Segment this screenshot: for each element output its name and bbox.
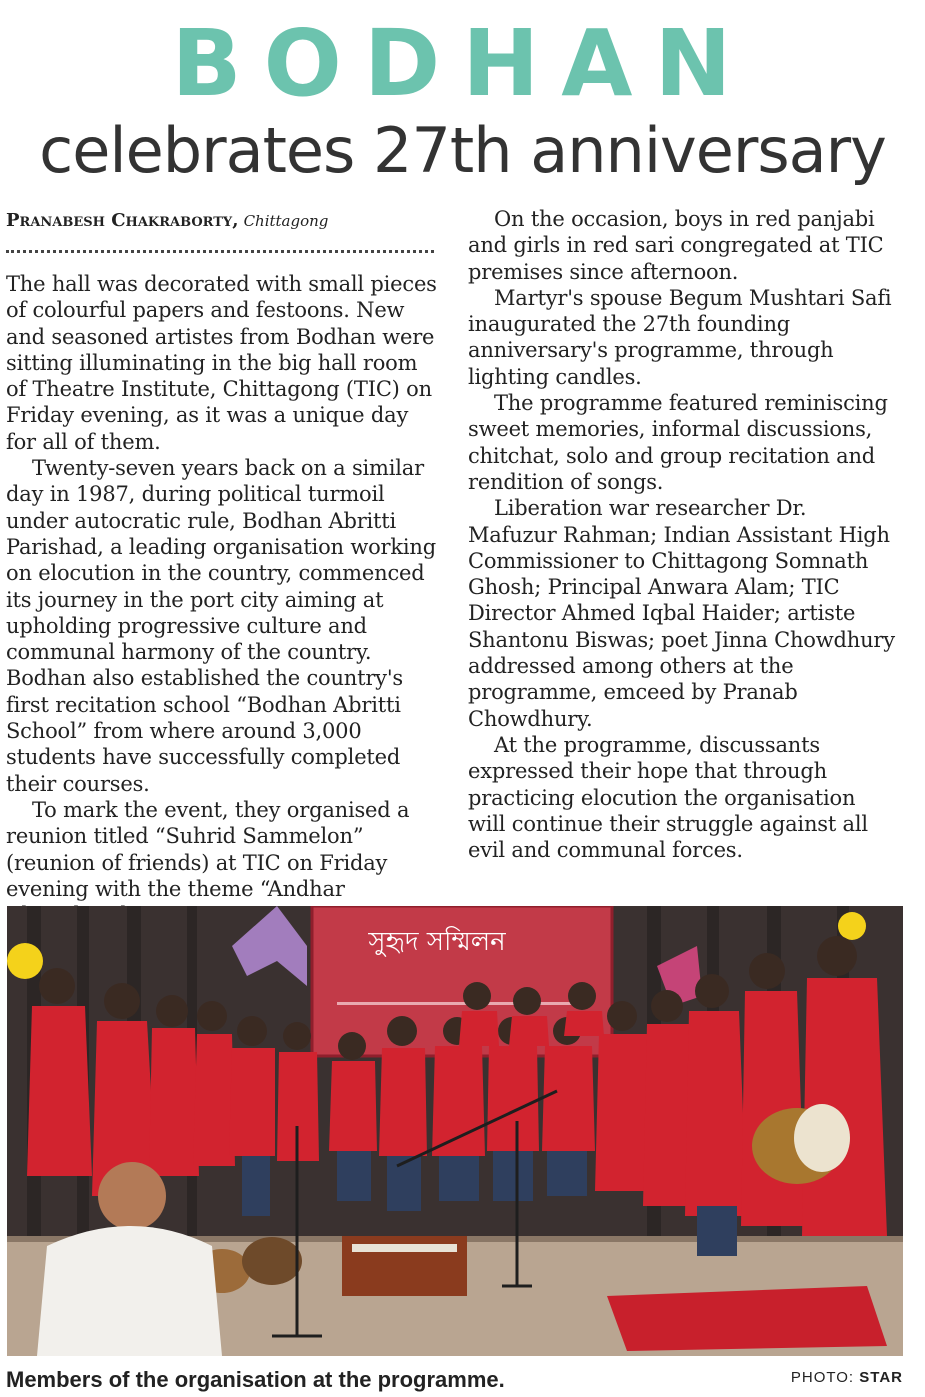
article-left-column — [6, 271, 442, 928]
byline-location: Chittagong — [243, 212, 329, 230]
photo-credit — [791, 1368, 903, 1388]
tabla-drum — [242, 1237, 302, 1285]
event-photo — [7, 906, 903, 1356]
headline-subtitle: celebrates 27th anniversary — [39, 114, 886, 187]
byline-divider — [6, 250, 434, 253]
photo-credit-source: STAR — [859, 1369, 903, 1386]
byline-author: Pranabesh Chakraborty, — [6, 210, 239, 231]
photo-credit-label: PHOTO: — [790, 1369, 855, 1386]
article-paragraph: At the programme, discussants expressed their hope that through practicing elocution the organisation will continue their struggle against all evil and communal forces. — [468, 732, 868, 863]
article-paragraph: The hall was decorated with small pieces of colourful papers and festoons. New and seasoned artistes from Bodhan were sitting illuminating in the big hall room of Theatre Institute, Chittagong (TIC) on Friday evening, as it was a unique day for all of them. — [6, 272, 437, 454]
article-paragraph: Martyr's spouse Begum Mushtari Safi inaugurated the 27th founding anniversary's programme, through lighting candles. — [468, 285, 892, 389]
article-paragraph: The programme featured reminiscing sweet memories, informal discussions, chitchat, solo and group recitation and rendition of songs. — [468, 391, 888, 494]
photo-caption: Members of the organisation at the programme. — [6, 1367, 505, 1392]
flower-decoration — [7, 943, 43, 979]
byline — [6, 210, 436, 232]
article-paragraph: Liberation war researcher Dr. Mafuzur Rahman; Indian Assistant High Commissioner to Chittagong Somnath Ghosh; Principal Anwara Alam; TIC Director Ahmed Iqbal Haider; artiste Shantonu Biswas; poet Jinna Chowdhury addressed among others at the programme, emceed by Pranab Chowdhury. — [468, 496, 895, 731]
stage-banner-text: সুহৃদ সম্মিলন — [368, 927, 506, 957]
headline-title: BODHAN — [171, 10, 754, 117]
article-paragraph: To mark the event, they organised a reunion titled “Suhrid Sammelon” (reunion of friends) at TIC on Friday evening with the theme “Andhar — [6, 797, 410, 901]
article-paragraph: Twenty-seven years back on a similar day in 1987, during political turmoil under autocratic rule, Bodhan Abritti Parishad, a leading organisation working on elocution in the country, commenced its journey in the port city aiming at upholding progressive culture and communal harmony of the country. Bodhan also established the country's first recitation school “Bodhan Abritti School” from where around 3,000 students have successfully completed their courses. — [6, 456, 436, 796]
article-paragraph: On the occasion, boys in red panjabi and girls in red sari congregated at TIC premises since afternoon. — [468, 207, 884, 284]
flower-decoration — [838, 912, 866, 940]
article-right-column — [468, 206, 898, 863]
